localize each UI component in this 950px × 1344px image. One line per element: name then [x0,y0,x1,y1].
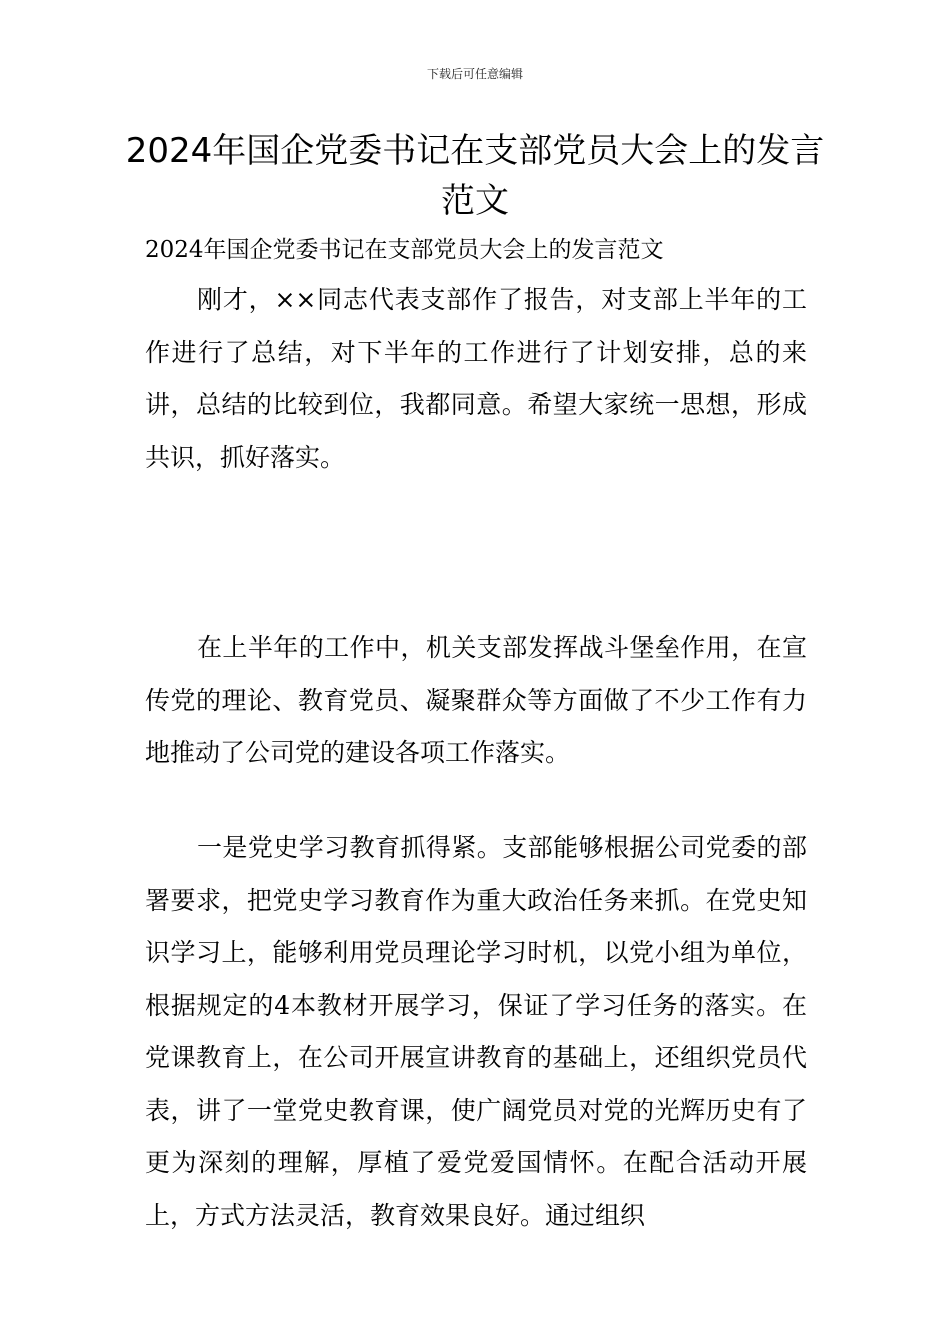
paragraph-intro: 刚才，××同志代表支部作了报告，对支部上半年的工作进行了总结，对下半年的工作进行了计划安排，总的来讲，总结的比较到位，我都同意。希望大家统一思想，形成共识，抓好落实。 [145,285,807,472]
paragraph-party-history-study: 一是党史学习教育抓得紧。支部能够根据公司党委的部署要求，把党史学习教育作为重大政治任务来抓。在党史知识学习上，能够利用党员理论学习时机，以党小组为单位，根据规定的4本教材开展学习，保证了学习任务的落实。在党课教育上，在公司开展宣讲教育的基础上，还组织党员代表，讲了一堂党史教育课，使广阔党员对党的光辉历史有了更为深刻的理解，厚植了爱党爱国情怀。在配合活动开展上，方式方法灵活，教育效果良好。通过组织 [145,833,807,1230]
paragraph-first-half-work: 在上半年的工作中，机关支部发挥战斗堡垒作用，在宣传党的理论、教育党员、凝聚群众等方面做了不少工作有力地推动了公司党的建设各项工作落实。 [145,633,807,767]
document-title: 2024年国企党委书记在支部党员大会上的发言范文 [125,131,825,221]
document-subtitle: 2024年国企党委书记在支部党员大会上的发言范文 [145,237,664,263]
header-note: 下载后可任意编辑 [426,67,523,81]
